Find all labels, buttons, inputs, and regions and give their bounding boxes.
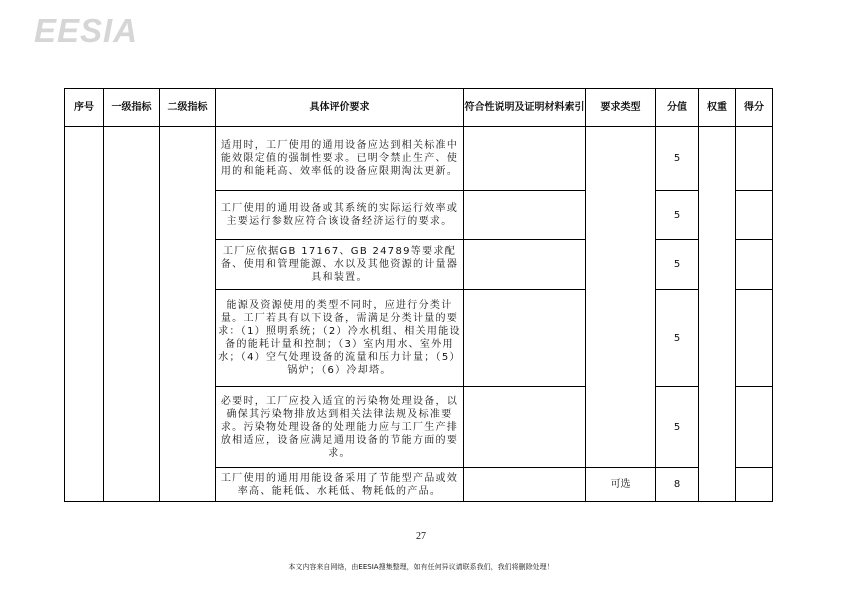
evidence-cell	[464, 191, 586, 240]
footer-note: 本文内容来自网络，由EESIA搜集整理，如有任何异议请联系我们，我们将删除处理！	[288, 563, 554, 571]
evidence-cell	[464, 290, 586, 387]
requirement-cell: 工厂使用的通用用能设备采用了节能型产品或效率高、能耗低、水耗低、物耗低的产品。	[216, 468, 464, 502]
header-index: 序号	[65, 89, 104, 127]
header-evidence: 符合性说明及证明材料索引	[464, 89, 586, 127]
points-cell	[736, 387, 773, 468]
score-cell: 5	[656, 387, 699, 468]
points-cell	[736, 290, 773, 387]
index-cell	[65, 127, 104, 502]
page-number: 27	[416, 531, 426, 542]
table-header-row	[65, 89, 773, 127]
evidence-cell	[464, 127, 586, 191]
score-cell: 5	[656, 127, 699, 191]
header-requirement: 具体评价要求	[216, 89, 464, 127]
points-cell	[736, 468, 773, 502]
eesia-logo: EESIA	[34, 12, 139, 49]
evidence-cell	[464, 468, 586, 502]
header-points: 得分	[736, 89, 773, 127]
score-cell: 5	[656, 240, 699, 290]
req-type-cell: 可选	[586, 468, 656, 502]
level2-cell	[160, 127, 216, 502]
points-cell	[736, 191, 773, 240]
score-cell: 5	[656, 191, 699, 240]
points-cell	[736, 127, 773, 191]
requirement-cell: 工厂应依据GB 17167、GB 24789等要求配备、使用和管理能源、水以及其他资源的计量器具和装置。	[216, 240, 464, 290]
weight-cell	[699, 127, 736, 502]
table-row	[65, 127, 773, 191]
header-level2: 二级指标	[160, 89, 216, 127]
req-type-cell	[586, 127, 656, 468]
score-cell: 8	[656, 468, 699, 502]
header-req-type: 要求类型	[586, 89, 656, 127]
requirement-cell: 必要时，工厂应投入适宜的污染物处理设备，以确保其污染物排放达到相关法律法规及标准要求。污染物处理设备的处理能力应与工厂生产排放相适应，设备应满足通用设备的节能方面的要求。	[216, 387, 464, 468]
evidence-cell	[464, 240, 586, 290]
header-weight: 权重	[699, 89, 736, 127]
points-cell	[736, 240, 773, 290]
requirement-cell: 适用时，工厂使用的通用设备应达到相关标准中能效限定值的强制性要求。已明令禁止生产、使用的和能耗高、效率低的设备应限期淘汰更新。	[216, 127, 464, 191]
score-cell: 5	[656, 290, 699, 387]
requirement-cell: 工厂使用的通用设备或其系统的实际运行效率或主要运行参数应符合该设备经济运行的要求。	[216, 191, 464, 240]
level1-cell	[104, 127, 160, 502]
header-level1: 一级指标	[104, 89, 160, 127]
evidence-cell	[464, 387, 586, 468]
header-score: 分值	[656, 89, 699, 127]
requirement-cell: 能源及资源使用的类型不同时，应进行分类计量。工厂若具有以下设备，需满足分类计量的要求：（1）照明系统；（2）冷水机组、相关用能设备的能耗计量和控制；（3）室内用水、室外用水；（4）空气处理设备的流量和压力计量；（5）锅炉；（6）冷却塔。	[216, 290, 464, 387]
evaluation-table	[64, 88, 773, 502]
